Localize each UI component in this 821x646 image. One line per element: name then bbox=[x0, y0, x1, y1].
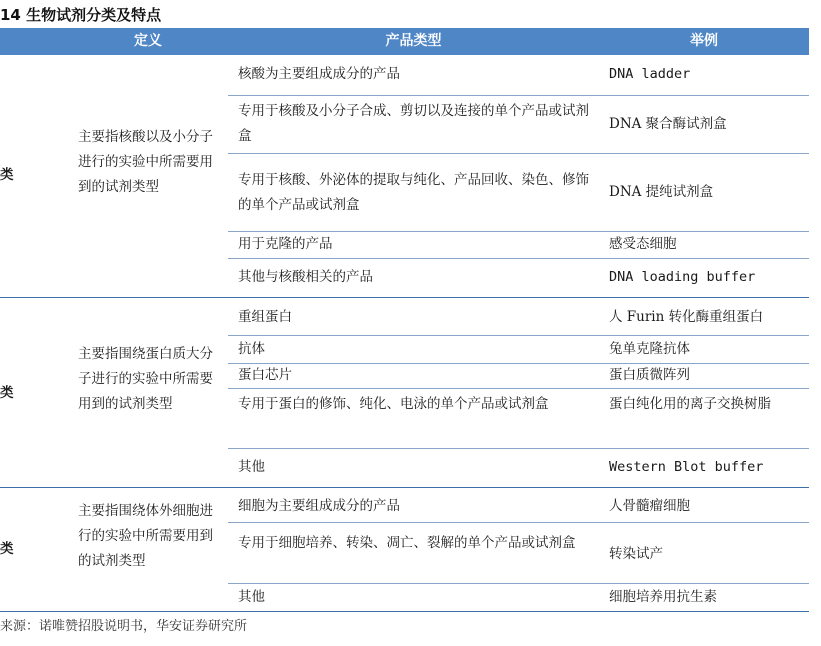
example: 感受态细胞 bbox=[609, 236, 677, 252]
table-header bbox=[0, 28, 809, 55]
category-label: 类 bbox=[0, 385, 14, 401]
example: 人骨髓瘤细胞 bbox=[609, 498, 690, 514]
product-type: 专用于蛋白的修饰、纯化、电泳的单个产品或试剂盒 bbox=[238, 396, 549, 412]
product-type: 抗体 bbox=[238, 341, 265, 357]
example: 人 Furin 转化酶重组蛋白 bbox=[609, 309, 764, 325]
example: DNA 聚合酶试剂盒 bbox=[609, 116, 727, 132]
group-definition: 主要指核酸以及小分子进行的实验中所需要用到的试剂类型 bbox=[78, 129, 213, 195]
group-definition: 主要指围绕体外细胞进行的实验中所需要用到的试剂类型 bbox=[78, 503, 213, 569]
product-type: 其他 bbox=[238, 589, 265, 605]
table-title: 14 生物试剂分类及特点 bbox=[0, 6, 162, 24]
product-type: 专用于核酸及小分子合成、剪切以及连接的单个产品或试剂盒 bbox=[238, 103, 589, 144]
product-type: 蛋白芯片 bbox=[238, 367, 292, 383]
product-type: 重组蛋白 bbox=[238, 309, 292, 325]
example: 蛋白纯化用的离子交换树脂 bbox=[609, 396, 771, 412]
example: 蛋白质微阵列 bbox=[609, 367, 690, 383]
product-type: 其他与核酸相关的产品 bbox=[238, 269, 373, 285]
group-definition: 主要指围绕蛋白质大分子进行的实验中所需要用到的试剂类型 bbox=[78, 346, 213, 412]
header-category bbox=[0, 28, 68, 55]
product-type: 用于克隆的产品 bbox=[238, 236, 333, 252]
example: Western Blot buffer bbox=[609, 459, 764, 475]
product-type: 其他 bbox=[238, 459, 265, 475]
header-example: 举例 bbox=[690, 33, 718, 49]
example: DNA loading buffer bbox=[609, 269, 756, 285]
example: DNA 提纯试剂盒 bbox=[609, 184, 714, 200]
header-product-type: 产品类型 bbox=[385, 33, 442, 49]
example: 细胞培养用抗生素 bbox=[609, 589, 717, 605]
product-type: 专用于细胞培养、转染、凋亡、裂解的单个产品或试剂盒 bbox=[238, 535, 576, 551]
source-note: 来源：诺唯赞招股说明书，华安证券研究所 bbox=[0, 619, 248, 634]
example: 转染试产 bbox=[609, 546, 663, 562]
product-type: 专用于核酸、外泌体的提取与纯化、产品回收、染色、修饰的单个产品或试剂盒 bbox=[238, 172, 589, 213]
example: 兔单克隆抗体 bbox=[609, 341, 690, 357]
product-type: 核酸为主要组成成分的产品 bbox=[238, 66, 400, 82]
header-definition: 定义 bbox=[134, 33, 162, 49]
example: DNA ladder bbox=[609, 66, 691, 82]
category-label: 类 bbox=[0, 167, 14, 183]
product-type: 细胞为主要组成成分的产品 bbox=[238, 498, 400, 514]
category-label: 类 bbox=[0, 541, 14, 557]
